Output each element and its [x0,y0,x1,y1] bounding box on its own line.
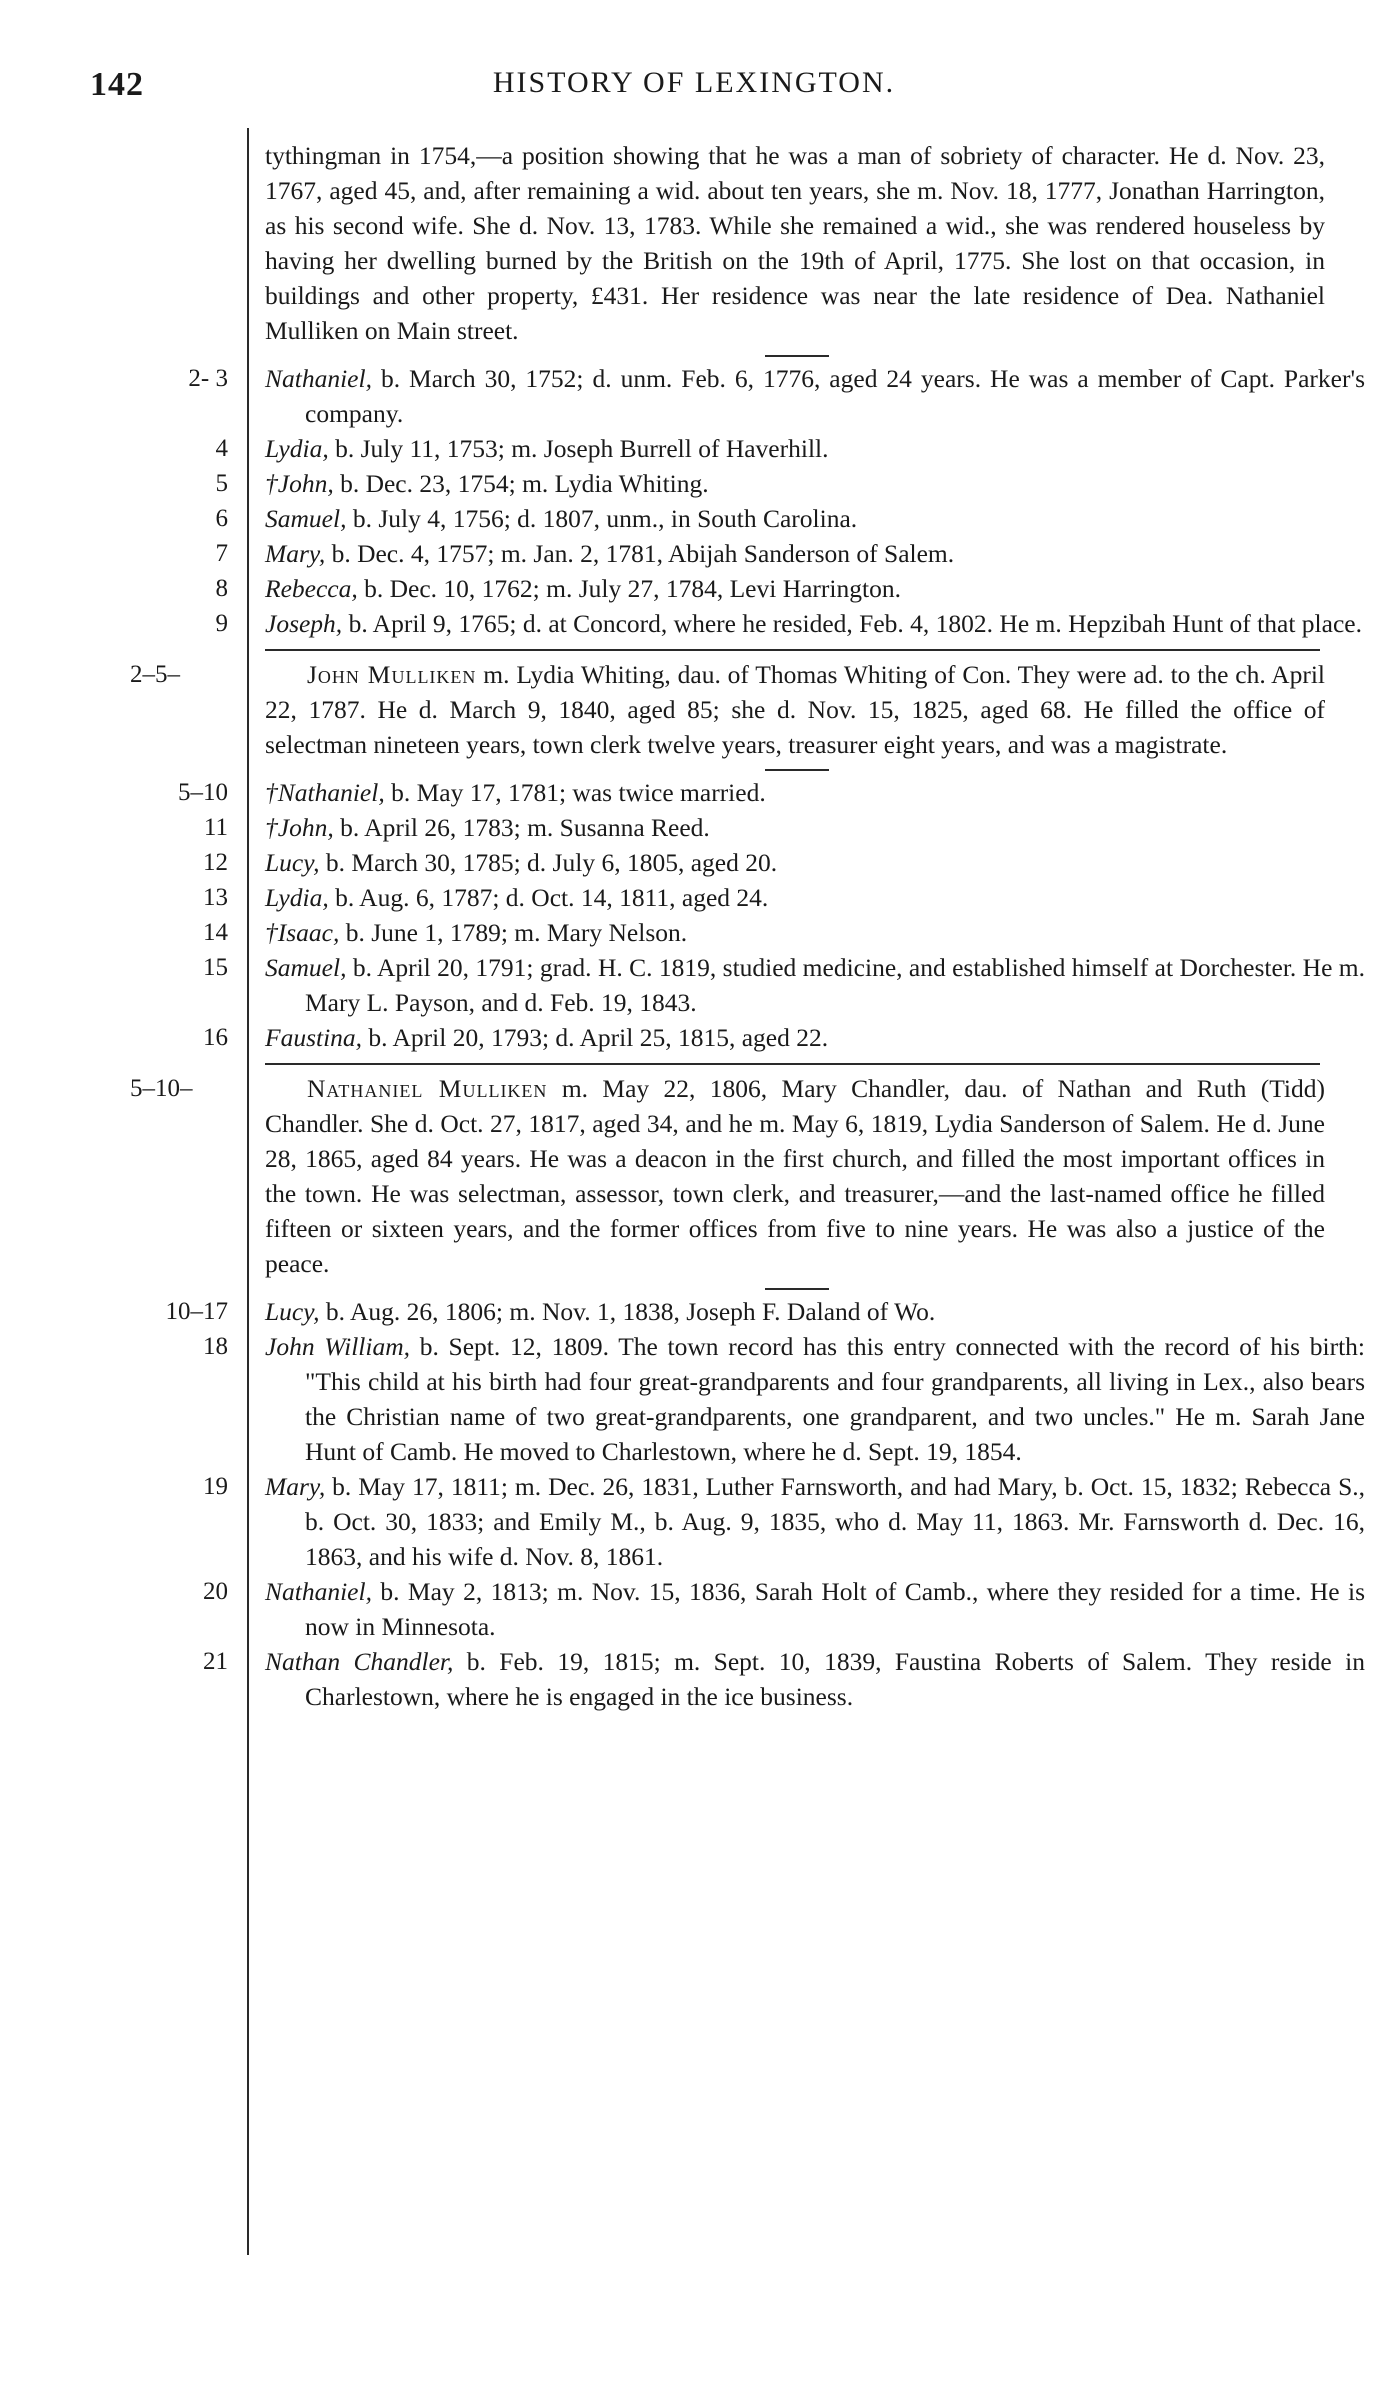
child-details: b. Dec. 4, 1757; m. Jan. 2, 1781, Abijah Sanderson of Salem. [325,539,955,568]
child-text [265,1329,1365,1469]
child-entry [0,431,1388,466]
child-number: 9 [215,610,228,637]
child-entry [0,1469,1388,1574]
child-number: 15 [203,954,228,981]
child-entry [0,880,1388,915]
child-details: b. April 20, 1791; grad. H. C. 1819, studied medicine, and established himself at Dorchester. He m. Mary L. Payson, and d. Feb. 19, 1843. [305,953,1365,1017]
child-details: b. April 20, 1793; d. April 25, 1815, aged 22. [362,1023,829,1052]
child-text [265,536,1365,571]
child-details: b. May 17, 1811; m. Dec. 26, 1831, Luther Farnsworth, and had Mary, b. Oct. 15, 1832; Rebecca S., b. Oct. 30, 1833; and Emily M., b. Aug. 9, 1835, who d. May 11, 1863. Mr. Farnsworth d. Dec. 16, 1863, and his wife d. Nov. 8, 1861. [305,1472,1365,1571]
child-text [265,1574,1365,1644]
child-name: Samuel, [265,953,347,982]
running-title: HISTORY OF LEXINGTON. [492,66,896,99]
child-name: Joseph, [265,609,343,638]
entry-head: Nathaniel Mulliken [307,1074,548,1103]
child-number: 12 [203,849,228,876]
child-name: †John, [265,469,334,498]
family-entry-nathaniel [0,1071,1388,1281]
child-entry [0,571,1388,606]
child-entry [0,466,1388,501]
child-name: Mary, [265,539,326,568]
child-entry [0,1020,1388,1055]
child-text [265,1020,1365,1055]
child-entry [0,606,1388,641]
child-details: b. Aug. 26, 1806; m. Nov. 1, 1838, Joseph F. Daland of Wo. [319,1297,936,1326]
child-number: 16 [203,1024,228,1051]
child-number: 14 [203,919,228,946]
child-number: 5 [215,470,228,497]
child-text [265,1644,1365,1714]
child-details: b. April 9, 1765; d. at Concord, where he resided, Feb. 4, 1802. He m. Hepzibah Hunt of that place. [342,609,1362,638]
entry-body: m. Lydia Whiting, dau. of Thomas Whiting of Con. They were ad. to the ch. April 22, 1787. He d. March 9, 1840, aged 85; she d. Nov. 15, 1825, aged 68. He filled the office of selectman nineteen years, town clerk twelve years, treasurer eight years, and was a magistrate. [265,660,1326,759]
page-header [90,66,1298,116]
child-number: 4 [215,435,228,462]
child-name: Nathan Chandler, [265,1647,454,1676]
children-list-1 [0,361,1388,641]
child-details: b. May 2, 1813; m. Nov. 15, 1836, Sarah Holt of Camb., where they resided for a time. He is now in Minnesota. [305,1577,1365,1641]
child-entry [0,361,1388,431]
section-divider [265,649,1320,651]
family-entry-john [0,657,1388,762]
page-body [0,138,1388,1714]
child-text [265,606,1365,641]
child-text [265,1294,1365,1329]
child-number: 10–17 [165,1298,228,1325]
page-number: 142 [90,66,144,103]
child-name: Nathaniel, [265,1577,372,1606]
child-details: b. April 26, 1783; m. Susanna Reed. [333,813,710,842]
child-name: Lucy, [265,1297,320,1326]
child-details: b. Feb. 19, 1815; m. Sept. 10, 1839, Faustina Roberts of Salem. They reside in Charlestown, where he is engaged in the ice business. [305,1647,1365,1711]
child-details: b. Dec. 23, 1754; m. Lydia Whiting. [333,469,709,498]
entry-head: John Mulliken [307,660,477,689]
short-divider [765,769,829,771]
child-text [265,810,1365,845]
child-entry [0,775,1388,810]
child-entry [0,915,1388,950]
child-name: Faustina, [265,1023,363,1052]
child-text [265,361,1365,431]
child-number: 7 [215,540,228,567]
entry-number: 2–5– [130,661,180,688]
child-entry [0,501,1388,536]
child-name: †John, [265,813,334,842]
child-details: b. March 30, 1752; d. unm. Feb. 6, 1776, aged 24 years. He was a member of Capt. Parker's company. [305,364,1365,428]
entry-body: m. May 22, 1806, Mary Chandler, dau. of Nathan and Ruth (Tidd) Chandler. She d. Oct. 27, 1817, aged 34, and he m. May 6, 1819, Lydia Sanderson of Salem. He d. June 28, 1865, aged 84 years. He was a deacon in the first church, and filled the most important offices in the town. He was selectman, assessor, town clerk, and treasurer,—and the last-named office he filled fifteen or sixteen years, and the former offices from five to nine years. He was also a justice of the peace. [265,1074,1325,1278]
child-name: Nathaniel, [265,364,372,393]
child-text [265,1469,1365,1574]
entry-text [265,1071,1325,1281]
child-number: 5–10 [178,779,228,806]
child-number: 13 [203,884,228,911]
child-details: b. Dec. 10, 1762; m. July 27, 1784, Levi Harrington. [357,574,901,603]
child-number: 11 [203,814,228,841]
child-details: b. May 17, 1781; was twice married. [384,778,766,807]
child-name: Rebecca, [265,574,358,603]
children-list-3 [0,1294,1388,1714]
child-number: 2- 3 [188,365,228,392]
child-name: Lydia, [265,883,329,912]
intro-text: tythingman in 1754,—a position showing that he was a man of sobriety of character. He d. Nov. 23, 1767, aged 45, and, after remaining a wid. about ten years, she m. Nov. 18, 1777, Jonathan Harrington, as his second wife. She d. Nov. 13, 1783. While she remained a wid., she was rendered houseless by having her dwelling burned by the British on the 19th of April, 1775. She lost on that occasion, in buildings and other property, £431. Her residence was near the late residence of Dea. Nathaniel Mulliken on Main street. [265,141,1325,345]
child-name: †Isaac, [265,918,340,947]
child-number: 21 [203,1648,228,1675]
child-entry [0,1294,1388,1329]
child-entry [0,536,1388,571]
child-entry [0,1644,1388,1714]
child-entry [0,1574,1388,1644]
child-entry [0,1329,1388,1469]
short-divider [765,355,829,357]
child-text [265,571,1365,606]
child-text [265,466,1365,501]
child-number: 6 [215,505,228,532]
child-name: Lucy, [265,848,320,877]
child-details: b. Aug. 6, 1787; d. Oct. 14, 1811, aged 24. [328,883,769,912]
intro-paragraph [0,138,1388,348]
child-text [265,845,1365,880]
child-details: b. July 4, 1756; d. 1807, unm., in South Carolina. [346,504,858,533]
entry-number: 5–10– [130,1075,193,1102]
child-entry [0,810,1388,845]
child-number: 8 [215,575,228,602]
child-text [265,880,1365,915]
child-text [265,950,1365,1020]
child-details: b. Sept. 12, 1809. The town record has this entry connected with the record of his birth: "This child at his birth had four great-grandparents and four grandparents, all living in Lex., also bears the Christian name of two great-grandparents, one grandparent, and two uncles." He m. Sarah Jane Hunt of Camb. He moved to Charlestown, where he d. Sept. 19, 1854. [305,1332,1365,1466]
child-text [265,431,1365,466]
child-name: John William, [265,1332,410,1361]
child-name: Samuel, [265,504,347,533]
child-number: 19 [203,1473,228,1500]
child-name: Lydia, [265,434,329,463]
child-number: 18 [203,1333,228,1360]
children-list-2 [0,775,1388,1055]
child-name: †Nathaniel, [265,778,385,807]
child-text [265,775,1365,810]
child-entry [0,845,1388,880]
child-details: b. June 1, 1789; m. Mary Nelson. [339,918,688,947]
child-details: b. July 11, 1753; m. Joseph Burrell of Haverhill. [328,434,829,463]
child-entry [0,950,1388,1020]
child-details: b. March 30, 1785; d. July 6, 1805, aged 20. [319,848,778,877]
child-text [265,915,1365,950]
section-divider [265,1063,1320,1065]
short-divider [765,1288,829,1290]
child-text [265,501,1365,536]
entry-text [265,657,1325,762]
child-name: Mary, [265,1472,326,1501]
child-number: 20 [203,1578,228,1605]
